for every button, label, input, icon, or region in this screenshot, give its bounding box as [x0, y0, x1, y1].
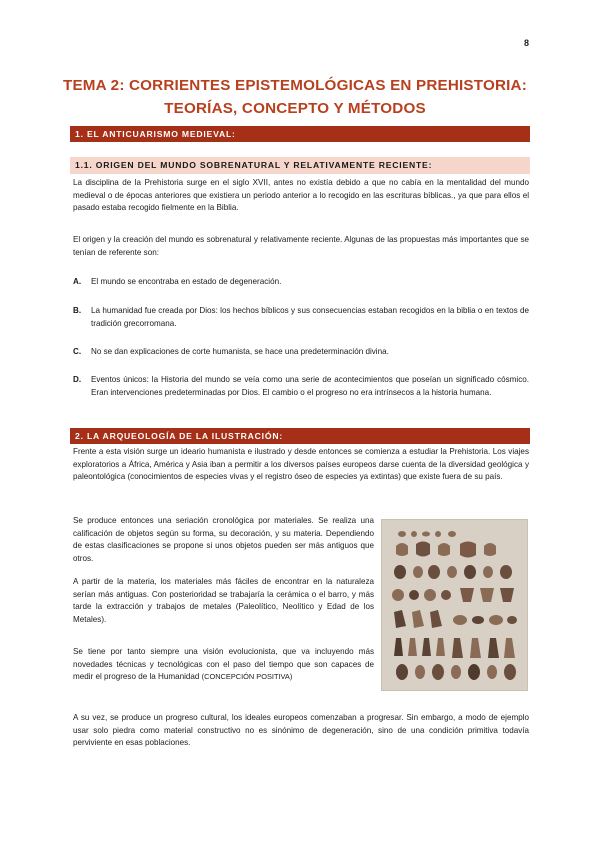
list-letter: B. [73, 306, 82, 315]
page-number: 8 [523, 38, 529, 48]
paragraph: A partir de la materia, los materiales más fáciles de encontrar en la naturaleza serían más antiguas. Con posterioridad se trabajaría la cerámica o el barro, y más tarde la extracción y trabajos de metales (Paleolítico, Neolítico y Edad de los Metales). [73, 577, 374, 624]
paragraph-tag: (CONCEPCIÓN POSITIVA) [201, 672, 293, 682]
title-line-2: TEORÍAS, CONCEPTO Y MÉTODOS [164, 100, 426, 117]
paragraph [73, 646, 374, 684]
list-letter: C. [73, 347, 82, 356]
artifacts-photo [381, 519, 528, 691]
title-block [60, 74, 530, 120]
paragraph-main: Se tiene por tanto siempre una visión evolucionista, que va incluyendo más novedades técnicas y tecnológicas con el paso del tiempo que son capaces de medir el progreso de la Humanidad [73, 647, 374, 682]
title-line-1: TEMA 2: CORRIENTES EPISTEMOLÓGICAS EN PREHISTORIA: [63, 77, 527, 94]
list-text: No se dan explicaciones de corte humanista, se hace una predeterminación divina. [91, 347, 389, 356]
list-letter: D. [73, 375, 82, 384]
paragraph: El origen y la creación del mundo es sobrenatural y relativamente reciente. Algunas de las propuestas más importantes que se tenían de referente son: [73, 235, 529, 257]
list-letter: A. [73, 277, 82, 286]
section-heading-1: 1. EL ANTICUARISMO MEDIEVAL: [70, 126, 530, 142]
subsection-heading-1-1: 1.1. ORIGEN DEL MUNDO SOBRENATURAL Y RELATIVAMENTE RECIENTE: [70, 157, 530, 174]
paragraph: Frente a esta visión surge un ideario humanista e ilustrado y desde entonces se comienza a estudiar la Prehistoria. Los viajes exploratorios a África, América y Asia iban a permitir a los diversos países europeos darse cuenta de la diversidad geológica y paleontológica (conocimientos de especies vivas y el registro óseo de especies ya extintas) que existe fuera de su país. [73, 447, 529, 482]
section-heading-2: 2. LA ARQUEOLOGÍA DE LA ILUSTRACIÓN: [70, 428, 530, 444]
paragraph: Se produce entonces una seriación cronológica por materiales. Se realiza una calificación de objetos según su forma, su decoración, y su materia. Dependiendo de estas clasificaciones se propone si unos objetos pueden ser más antiguos que otros. [73, 516, 374, 563]
artifacts-illustration [382, 520, 527, 690]
list-text: Eventos únicos: la Historia del mundo se veía como una serie de acontecimientos que poseían un significado cósmico. Eran intervenciones predeterminadas por Dios. El cambio o el progreso no era intrínsecos a la historia humana. [91, 375, 529, 397]
paragraph: La disciplina de la Prehistoria surge en el siglo XVII, antes no existía debido a que no cabía en la mentalidad del mundo medieval o de épocas anteriores que existiera un periodo anterior a lo recogido en las escrituras bíblicas., ya que para ellos el pasado estaba recogido fielmente en la Biblia. [73, 178, 529, 213]
paragraph: A su vez, se produce un progreso cultural, los ideales europeos comenzaban a progresar. Sin embargo, a modo de ejemplo usar solo piedra como material constructivo no es sinónimo de degeneración, sino de una condición primitiva todavía perviviente en esas poblaciones. [73, 713, 529, 748]
list-text: El mundo se encontraba en estado de degeneración. [91, 277, 282, 286]
list-text: La humanidad fue creada por Dios: los hechos bíblicos y sus consecuencias estaban recogidos en la biblia o en textos de tradición grecorromana. [91, 306, 529, 328]
